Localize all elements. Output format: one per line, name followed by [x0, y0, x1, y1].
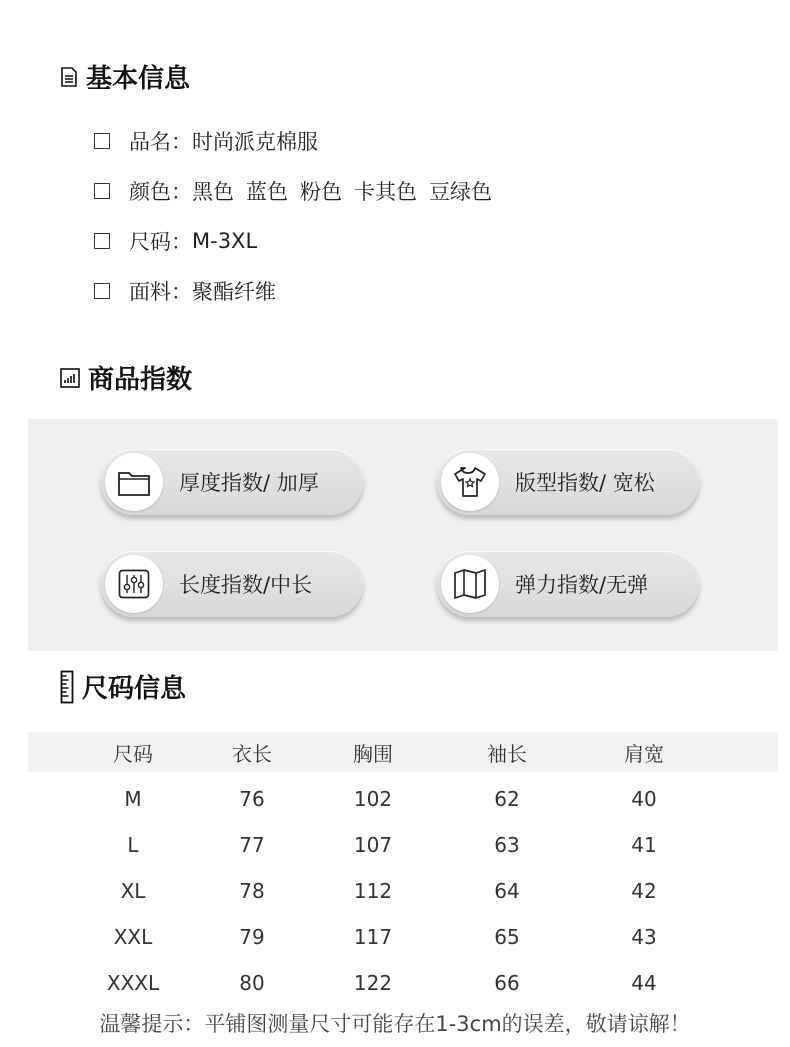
product-index-title: 商品指数: [88, 365, 193, 395]
header-cell-shoulder: 肩宽: [624, 741, 664, 766]
basic-info-list: [94, 116, 504, 316]
info-row-size: [94, 216, 504, 266]
color-values: [192, 176, 504, 206]
table-cell: 77: [239, 833, 265, 857]
basic-info-heading: [60, 58, 190, 95]
table-row: [28, 960, 778, 1006]
size-table: [28, 732, 778, 1006]
table-cell: 62: [494, 787, 520, 811]
color-option: 黑色: [192, 180, 234, 204]
info-row-color: [94, 166, 504, 216]
table-cell: 102: [353, 787, 393, 811]
map-icon: [441, 555, 499, 613]
color-option: 卡其色: [354, 180, 417, 204]
sliders-icon: [105, 555, 163, 613]
table-cell: 44: [631, 971, 657, 995]
document-icon: [60, 67, 78, 87]
header-cell-chest: 胸围: [353, 741, 393, 766]
index-label: 弹力指数/无弹: [515, 573, 649, 597]
material-label: 面料：: [129, 280, 192, 304]
color-option: 豆绿色: [429, 180, 492, 204]
table-cell: 117: [353, 925, 393, 949]
index-pill-fit: [437, 449, 699, 515]
header-cell-sleeve: 袖长: [487, 741, 527, 766]
table-cell: 122: [353, 971, 393, 995]
color-label: 颜色：: [129, 180, 192, 204]
header-cell-length: 衣长: [232, 741, 272, 766]
table-row: [28, 822, 778, 868]
table-cell: 107: [353, 833, 393, 857]
name-value: 时尚派克棉服: [192, 130, 318, 154]
index-label: 版型指数/ 宽松: [515, 471, 655, 495]
table-row: [28, 868, 778, 914]
table-cell: 78: [239, 879, 265, 903]
table-cell: 41: [631, 833, 657, 857]
index-pill-thickness: [101, 449, 363, 515]
table-cell: L: [127, 833, 139, 857]
table-cell: 40: [631, 787, 657, 811]
table-cell: 42: [631, 879, 657, 903]
table-cell: 79: [239, 925, 265, 949]
size-table-header: [28, 732, 778, 772]
table-cell: XL: [120, 879, 146, 903]
material-value: 聚酯纤维: [192, 280, 276, 304]
color-option: 粉色: [300, 180, 342, 204]
bar-chart-icon: [60, 368, 80, 388]
product-index-panel: [28, 419, 778, 651]
table-row: [28, 776, 778, 822]
header-cell-size: 尺码: [113, 741, 153, 766]
table-cell: 65: [494, 925, 520, 949]
index-label: 长度指数/中长: [179, 573, 313, 597]
table-cell: XXL: [113, 925, 153, 949]
size-label: 尺码：: [129, 230, 192, 254]
size-value: M-3XL: [192, 229, 258, 253]
table-cell: 64: [494, 879, 520, 903]
tshirt-icon: [441, 453, 499, 511]
table-cell: 66: [494, 971, 520, 995]
index-pill-elasticity: [437, 551, 699, 617]
info-row-name: [94, 116, 504, 166]
ruler-icon: [60, 670, 74, 704]
checkbox-icon: [94, 233, 110, 249]
checkbox-icon: [94, 183, 110, 199]
index-pill-length: [101, 551, 363, 617]
product-index-heading: [60, 359, 192, 396]
table-cell: 43: [631, 925, 657, 949]
table-cell: M: [124, 787, 142, 811]
name-label: 品名：: [129, 130, 192, 154]
size-info-title: 尺码信息: [82, 674, 187, 704]
table-cell: XXXL: [106, 971, 160, 995]
checkbox-icon: [94, 133, 110, 149]
table-cell: 112: [353, 879, 393, 903]
table-row: [28, 914, 778, 960]
basic-info-title: 基本信息: [86, 64, 191, 94]
table-cell: 80: [239, 971, 265, 995]
checkbox-icon: [94, 283, 110, 299]
color-option: 蓝色: [246, 180, 288, 204]
measurement-tip: 温馨提示：平铺图测量尺寸可能存在1-3cm的误差，敬请谅解！: [99, 1012, 691, 1036]
size-info-heading: [60, 668, 186, 705]
table-cell: 76: [239, 787, 265, 811]
index-label: 厚度指数/ 加厚: [179, 471, 319, 495]
size-table-body: [28, 772, 778, 1006]
table-cell: 63: [494, 833, 520, 857]
folder-icon: [105, 453, 163, 511]
info-row-material: [94, 266, 504, 316]
